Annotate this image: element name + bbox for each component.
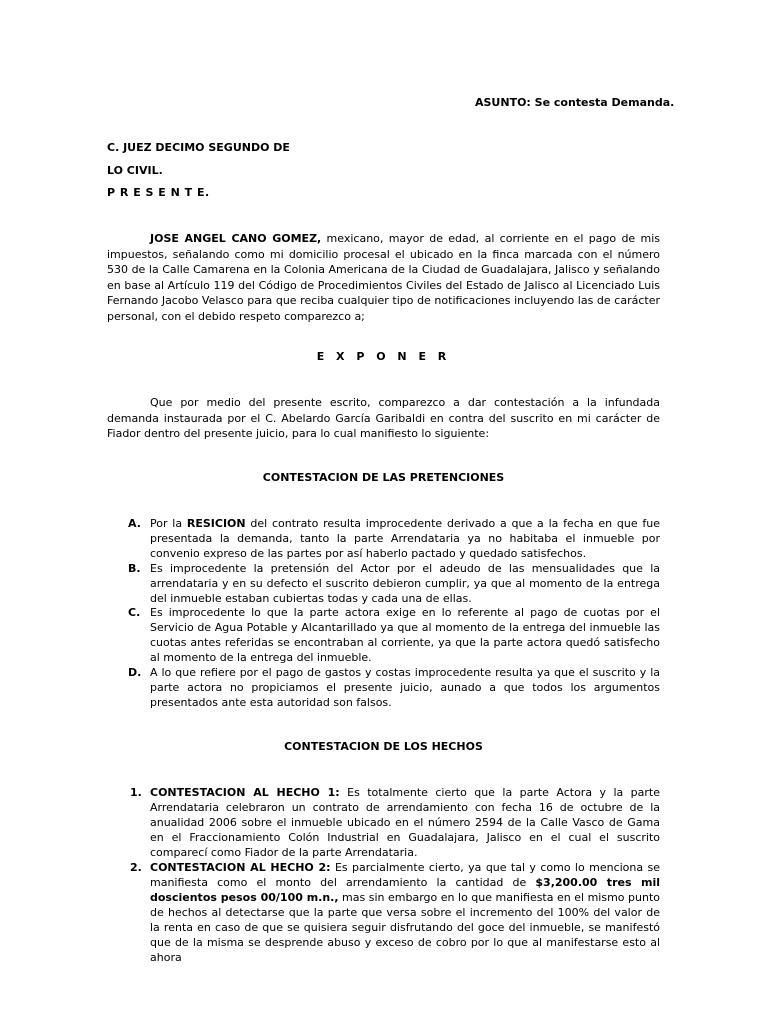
- intro-paragraph: [107, 231, 660, 324]
- pretenciones-list: [128, 517, 660, 711]
- addressee-line-1: C. JUEZ DECIMO SEGUNDO DE: [107, 141, 290, 154]
- list-item-bold: RESICION: [186, 517, 246, 530]
- list-item-text: Es improcedente la pretensión del Actor por el adeudo de las mensualidades que la arrendataria y en su defecto el suscrito debieron cumplir, ya que al momento de la entrega del inmueble estaban cubiertas todas y cada una de ellas.: [150, 561, 660, 605]
- list-item: [130, 785, 660, 860]
- party-name: JOSE ANGEL CANO GOMEZ,: [150, 232, 322, 245]
- list-marker: A.: [128, 517, 141, 530]
- exponer-text: Que por medio del presente escrito, comparezco a dar contestación a la infundada demanda instaurada por el C. Abelardo García Garibaldi en contra del suscrito en mi carácter de Fiador dentro del presente juicio, para lo cual manifiesto lo siguiente:: [107, 396, 660, 440]
- list-item-text: Es totalmente cierto que la parte Actora y la parte Arrendataria celebraron un contrato de arrendamiento con fecha 16 de octubre de la anualidad 2006 sobre el inmueble ubicado en el número 2594 de la Calle Vasco de Gama en el Fraccionamiento Colón Industrial en Guadalajara, Jalisco en el cual el suscrito comparecí como Fiador de la parte Arrendataria.: [150, 786, 660, 859]
- list-item-text: Por la: [150, 517, 187, 530]
- list-item-text-continued: mas sin embargo en lo que manifiesta en el mismo punto de hechos al detectarse que la parte que versa sobre el incremento del 100% del valor de la renta en caso de que se quisiera seguir disfrutando del goce del inmueble, se manifestó que de la misma se desprende abuso y exceso de cobro por lo que al manifestarse esto al ahora: [150, 891, 660, 964]
- addressee-line-2: LO CIVIL.: [107, 164, 163, 177]
- pretenciones-heading: CONTESTACION DE LAS PRETENCIONES: [262, 471, 505, 484]
- list-marker: B.: [128, 561, 141, 575]
- hechos-list: [130, 785, 661, 965]
- list-item-text: Es improcedente lo que la parte actora exige en lo referente al pago de cuotas por el Servicio de Agua Potable y Alcantarillado ya que al momento de la entrega del inmueble las cuotas antes referidas se encontraban al corriente, ya que la parte actora quedó satisfecho al momento de la entrega del inmueble.: [150, 606, 660, 665]
- list-item-text: A lo que refiere por el pago de gastos y costas improcedente resulta ya que el suscrito y la parte actora no propiciamos el presente juicio, aunado a que todos los argumentos presentados ante esta autoridad son falsos.: [150, 666, 660, 709]
- list-item: [128, 517, 660, 562]
- list-item: [128, 606, 660, 666]
- list-item-text-continued: del contrato resulta improcedente derivado a que a la fecha en que fue presentada la demanda, tanto la parte Arrendataria ya no habitaba el inmueble por convenio expreso de las partes por así haberlo pactado y quedado satisfechos.: [150, 517, 660, 560]
- list-item: [130, 860, 661, 965]
- hechos-heading: CONTESTACION DE LOS HECHOS: [284, 740, 483, 753]
- exponer-paragraph: [107, 395, 660, 442]
- exponer-heading: E X P O N E R: [316, 350, 451, 363]
- hecho-label: CONTESTACION AL HECHO 1:: [150, 786, 340, 799]
- list-marker: 2.: [130, 861, 142, 874]
- list-item: [128, 561, 660, 607]
- hecho-label: CONTESTACION AL HECHO 2:: [150, 861, 331, 874]
- intro-text: mexicano, mayor de edad, al corriente en el pago de mis impuestos, señalando como mi domicilio procesal el ubicado en la finca marcada con el número 530 de la Calle Camarena en la Colonia Americana de la Ciudad de Guadalajara, Jalisco y señalando en base al Artículo 119 del Código de Procedimientos Civiles del Estado de Jalisco al Licenciado Luis Fernando Jacobo Velasco para que reciba cualquier tipo de notificaciones incluyendo las de carácter personal, con el debido respeto comparezco a;: [107, 232, 661, 323]
- list-item-text: Es parcialmente cierto, ya que tal y como lo menciona se manifiesta como el monto del arrendamiento la cantidad de: [150, 861, 661, 889]
- amount-text: $3,200.00 tres mil doscientos pesos 00/100 m.n.,: [150, 876, 660, 904]
- list-marker: 1.: [130, 786, 142, 799]
- asunto-line: ASUNTO: Se contesta Demanda.: [475, 96, 675, 109]
- list-item: [128, 666, 660, 711]
- list-marker: D.: [128, 666, 142, 680]
- addressee-line-3: P R E S E N T E.: [107, 186, 210, 199]
- list-marker: C.: [128, 606, 141, 620]
